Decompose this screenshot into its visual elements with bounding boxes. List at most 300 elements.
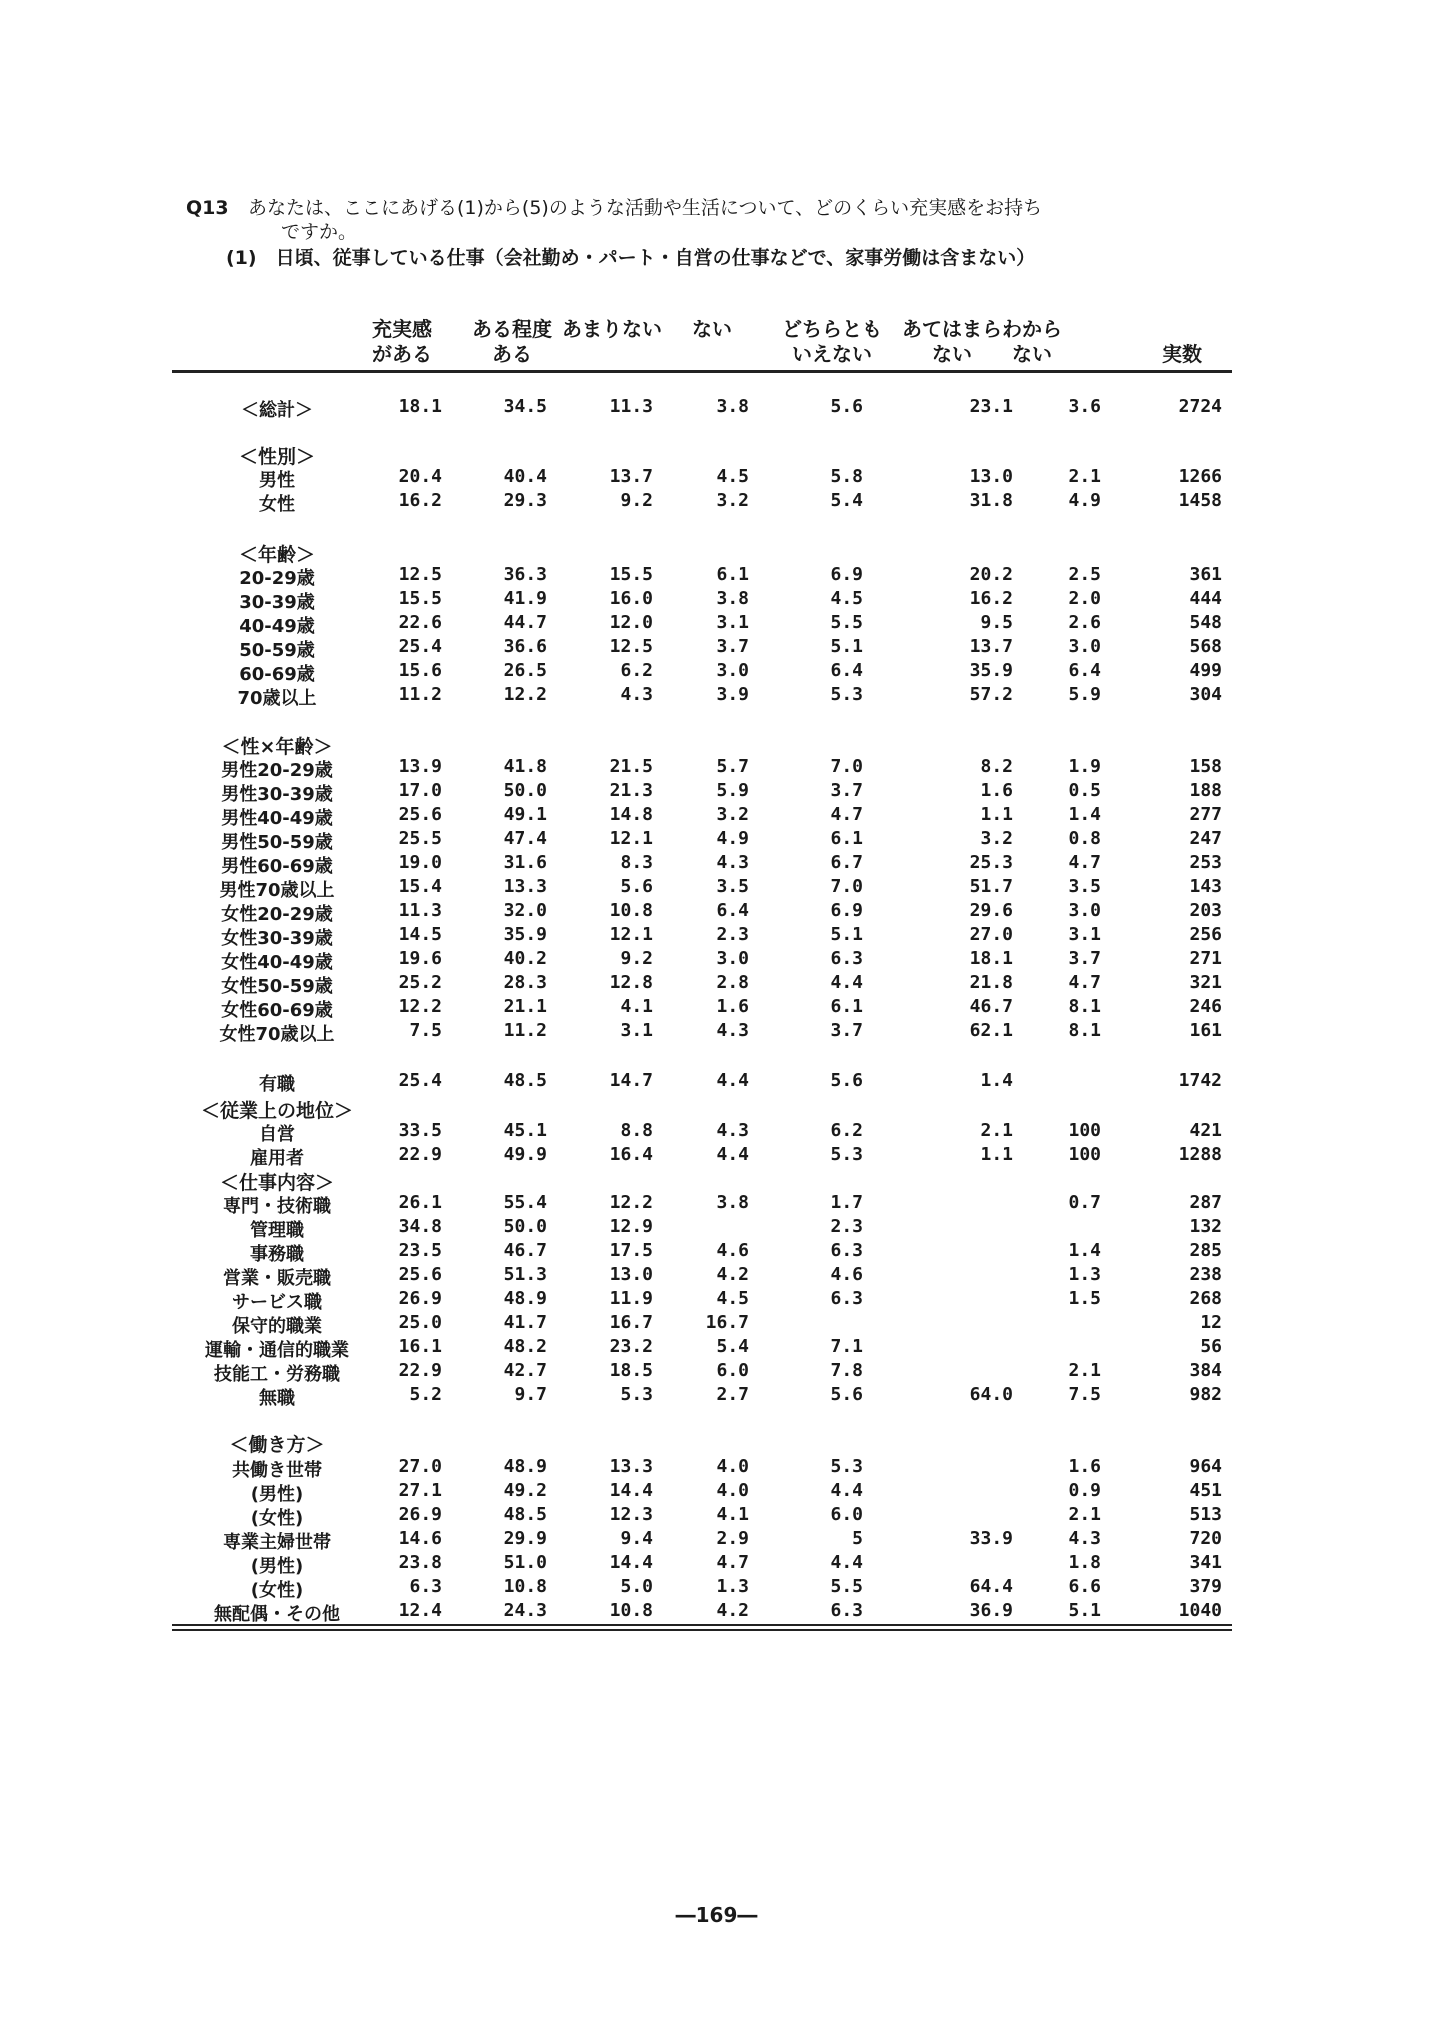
cell-value: 42.7 xyxy=(503,1360,547,1381)
cell-value: 3.1 xyxy=(1068,924,1101,945)
cell-value: 6.6 xyxy=(1068,1576,1101,1597)
row-label: 男性30-39歳 xyxy=(221,784,333,805)
cell-value: 16.7 xyxy=(705,1312,749,1333)
row-label: 営業・販売職 xyxy=(223,1268,331,1289)
cell-value: 143 xyxy=(1189,876,1222,897)
cell-value: 4.4 xyxy=(830,1552,863,1573)
cell-value: 4.5 xyxy=(716,466,749,487)
cell-value: 31.8 xyxy=(969,490,1013,511)
table-row xyxy=(172,1576,1232,1600)
cell-value: 158 xyxy=(1189,756,1222,777)
cell-value: 3.1 xyxy=(716,612,749,633)
table-row xyxy=(172,1528,1232,1552)
row-label: 保守的職業 xyxy=(232,1316,322,1337)
cell-value: 6.4 xyxy=(1068,660,1101,681)
cell-value: 6.9 xyxy=(830,564,863,585)
table-row xyxy=(172,1192,1232,1216)
cell-value: 35.9 xyxy=(503,924,547,945)
cell-value: 2.1 xyxy=(980,1120,1013,1141)
cell-value: 27.1 xyxy=(398,1480,442,1501)
table-row xyxy=(172,612,1232,636)
cell-value: 2.5 xyxy=(1068,564,1101,585)
row-label: 男性20-29歳 xyxy=(221,760,333,781)
cell-value: 48.2 xyxy=(503,1336,547,1357)
cell-value: 27.0 xyxy=(398,1456,442,1477)
group-heading: ＜仕事内容＞ xyxy=(219,1172,334,1194)
row-label: 女性20-29歳 xyxy=(221,904,333,925)
cell-value: 5.3 xyxy=(830,684,863,705)
cell-value: 16.2 xyxy=(398,490,442,511)
column-header: わから xyxy=(1002,317,1062,341)
row-label: 男性40-49歳 xyxy=(221,808,333,829)
table-row xyxy=(172,636,1232,660)
cell-value: 5.4 xyxy=(716,1336,749,1357)
table-row xyxy=(172,1070,1232,1094)
subquestion-text: (1) 日頃、従事している仕事（会社勤め・パート・自営の仕事などで、家事労働は含まない） xyxy=(226,247,1036,269)
cell-value: 17.0 xyxy=(398,780,442,801)
cell-value: 12 xyxy=(1200,1312,1222,1333)
question-text-line1: あなたは、ここにあげる(1)から(5)のような活動や生活について、どのくらい充実感をお持ち xyxy=(248,197,1043,219)
table-row xyxy=(172,1336,1232,1360)
cell-value: 1040 xyxy=(1178,1600,1222,1621)
cell-value: 48.5 xyxy=(503,1070,547,1091)
cell-value: 3.1 xyxy=(620,1020,653,1041)
column-header-sub: ない xyxy=(932,342,972,366)
cell-value: 361 xyxy=(1189,564,1222,585)
cell-value: 161 xyxy=(1189,1020,1222,1041)
cell-value: 49.1 xyxy=(503,804,547,825)
cell-value: 5.1 xyxy=(830,636,863,657)
cell-value: 513 xyxy=(1189,1504,1222,1525)
cell-value: 64.0 xyxy=(969,1384,1013,1405)
cell-value: 12.2 xyxy=(609,1192,653,1213)
cell-value: 5.2 xyxy=(409,1384,442,1405)
cell-value: 12.2 xyxy=(503,684,547,705)
cell-value: 4.0 xyxy=(716,1480,749,1501)
cell-value: 12.3 xyxy=(609,1504,653,1525)
cell-value: 3.8 xyxy=(716,1192,749,1213)
cell-value: 14.4 xyxy=(609,1480,653,1501)
cell-value: 41.7 xyxy=(503,1312,547,1333)
cell-value: 25.6 xyxy=(398,1264,442,1285)
table-row xyxy=(172,564,1232,588)
cell-value: 12.1 xyxy=(609,924,653,945)
cell-value: 4.2 xyxy=(716,1600,749,1621)
cell-value: 41.8 xyxy=(503,756,547,777)
row-label: 無配偶・その他 xyxy=(214,1604,340,1625)
cell-value: 1266 xyxy=(1178,466,1222,487)
cell-value: 321 xyxy=(1189,972,1222,993)
cell-value: 26.5 xyxy=(503,660,547,681)
cell-value: 3.9 xyxy=(716,684,749,705)
cell-value: 6.0 xyxy=(716,1360,749,1381)
column-header: ある程度 xyxy=(472,317,552,341)
cell-value: 6.4 xyxy=(716,900,749,921)
cell-value: 50.0 xyxy=(503,1216,547,1237)
cell-value: 4.6 xyxy=(830,1264,863,1285)
cell-value: 19.6 xyxy=(398,948,442,969)
cell-value: 21.5 xyxy=(609,756,653,777)
cell-value: 13.7 xyxy=(609,466,653,487)
cell-value: 23.1 xyxy=(969,396,1013,417)
table-row xyxy=(172,1312,1232,1336)
cell-value: 13.0 xyxy=(969,466,1013,487)
cell-value: 23.5 xyxy=(398,1240,442,1261)
cell-value: 8.1 xyxy=(1068,996,1101,1017)
cell-value: 57.2 xyxy=(969,684,1013,705)
cell-value: 4.3 xyxy=(716,1120,749,1141)
row-label: 共働き世帯 xyxy=(232,1460,322,1481)
cell-value: 4.5 xyxy=(716,1288,749,1309)
cell-value: 6.4 xyxy=(830,660,863,681)
cell-value: 1.1 xyxy=(980,804,1013,825)
cell-value: 4.7 xyxy=(1068,972,1101,993)
row-label: 事務職 xyxy=(250,1244,304,1265)
cell-value: 3.0 xyxy=(1068,636,1101,657)
bottom-rule-double xyxy=(172,1629,1232,1631)
cell-value: 499 xyxy=(1189,660,1222,681)
cell-value: 0.5 xyxy=(1068,780,1101,801)
cell-value: 5 xyxy=(852,1528,863,1549)
cell-value: 3.2 xyxy=(716,804,749,825)
cell-value: 27.0 xyxy=(969,924,1013,945)
cell-value: 11.3 xyxy=(398,900,442,921)
cell-value: 964 xyxy=(1189,1456,1222,1477)
cell-value: 11.2 xyxy=(398,684,442,705)
column-header-sub: ある xyxy=(492,342,532,366)
column-header: どちらとも xyxy=(782,317,882,341)
cell-value: 12.4 xyxy=(398,1600,442,1621)
cell-value: 47.4 xyxy=(503,828,547,849)
table-row xyxy=(172,396,1232,420)
row-label: (女性) xyxy=(250,1580,304,1601)
cell-value: 22.9 xyxy=(398,1144,442,1165)
cell-value: 33.9 xyxy=(969,1528,1013,1549)
cell-value: 0.9 xyxy=(1068,1480,1101,1501)
cell-value: 3.2 xyxy=(980,828,1013,849)
cell-value: 451 xyxy=(1189,1480,1222,1501)
cell-value: 12.8 xyxy=(609,972,653,993)
row-label: 管理職 xyxy=(250,1220,304,1241)
cell-value: 25.4 xyxy=(398,636,442,657)
group-heading: ＜従業上の地位＞ xyxy=(200,1100,353,1122)
cell-value: 5.3 xyxy=(830,1456,863,1477)
row-label: 70歳以上 xyxy=(237,688,317,709)
table-row xyxy=(172,1384,1232,1408)
group-heading: ＜働き方＞ xyxy=(229,1434,325,1456)
table-row xyxy=(172,972,1232,996)
row-label: 女性70歳以上 xyxy=(219,1024,335,1045)
cell-value: 46.7 xyxy=(969,996,1013,1017)
cell-value: 5.6 xyxy=(620,876,653,897)
row-label: ＜総計＞ xyxy=(241,400,313,421)
cell-value: 4.4 xyxy=(716,1144,749,1165)
cell-value: 21.1 xyxy=(503,996,547,1017)
cell-value: 21.3 xyxy=(609,780,653,801)
cell-value: 6.1 xyxy=(716,564,749,585)
cell-value: 8.1 xyxy=(1068,1020,1101,1041)
table-row xyxy=(172,1020,1232,1044)
cell-value: 277 xyxy=(1189,804,1222,825)
cell-value: 29.9 xyxy=(503,1528,547,1549)
table-row xyxy=(172,1600,1232,1624)
cell-value: 1.3 xyxy=(1068,1264,1101,1285)
cell-value: 5.0 xyxy=(620,1576,653,1597)
cell-value: 16.0 xyxy=(609,588,653,609)
cell-value: 1.7 xyxy=(830,1192,863,1213)
cell-value: 14.5 xyxy=(398,924,442,945)
cell-value: 238 xyxy=(1189,1264,1222,1285)
cell-value: 1.9 xyxy=(1068,756,1101,777)
cell-value: 1.6 xyxy=(716,996,749,1017)
cell-value: 23.8 xyxy=(398,1552,442,1573)
column-header-sub: 実数 xyxy=(1162,342,1202,366)
cell-value: 2.6 xyxy=(1068,612,1101,633)
cell-value: 6.3 xyxy=(830,948,863,969)
cell-value: 20.4 xyxy=(398,466,442,487)
cell-value: 9.2 xyxy=(620,490,653,511)
cell-value: 41.9 xyxy=(503,588,547,609)
page-number: ―169― xyxy=(675,1903,758,1927)
table-row xyxy=(172,588,1232,612)
row-label: 30-39歳 xyxy=(239,592,315,613)
cell-value: 62.1 xyxy=(969,1020,1013,1041)
cell-value: 271 xyxy=(1189,948,1222,969)
row-label: 有職 xyxy=(259,1074,295,1095)
cell-value: 253 xyxy=(1189,852,1222,873)
cell-value: 256 xyxy=(1189,924,1222,945)
cell-value: 10.8 xyxy=(609,1600,653,1621)
cell-value: 0.7 xyxy=(1068,1192,1101,1213)
row-label: 女性60-69歳 xyxy=(221,1000,333,1021)
cell-value: 132 xyxy=(1189,1216,1222,1237)
cell-value: 12.2 xyxy=(398,996,442,1017)
cell-value: 5.7 xyxy=(716,756,749,777)
table-row xyxy=(172,876,1232,900)
cell-value: 384 xyxy=(1189,1360,1222,1381)
table-row xyxy=(172,490,1232,514)
cell-value: 6.7 xyxy=(830,852,863,873)
cell-value: 40.4 xyxy=(503,466,547,487)
cell-value: 3.7 xyxy=(1068,948,1101,969)
cell-value: 23.2 xyxy=(609,1336,653,1357)
cell-value: 379 xyxy=(1189,1576,1222,1597)
cell-value: 548 xyxy=(1189,612,1222,633)
cell-value: 36.9 xyxy=(969,1600,1013,1621)
cell-value: 2.0 xyxy=(1068,588,1101,609)
table-row xyxy=(172,1216,1232,1240)
row-label: 男性70歳以上 xyxy=(219,880,335,901)
cell-value: 100 xyxy=(1068,1120,1101,1141)
cell-value: 1288 xyxy=(1178,1144,1222,1165)
cell-value: 4.1 xyxy=(716,1504,749,1525)
cell-value: 12.1 xyxy=(609,828,653,849)
cell-value: 9.4 xyxy=(620,1528,653,1549)
cell-value: 48.9 xyxy=(503,1456,547,1477)
cell-value: 4.9 xyxy=(1068,490,1101,511)
row-label: 女性 xyxy=(259,494,295,515)
cell-value: 46.7 xyxy=(503,1240,547,1261)
cell-value: 2.1 xyxy=(1068,1360,1101,1381)
cell-value: 3.0 xyxy=(716,660,749,681)
cell-value: 7.8 xyxy=(830,1360,863,1381)
cell-value: 11.3 xyxy=(609,396,653,417)
cell-value: 0.8 xyxy=(1068,828,1101,849)
cell-value: 1.4 xyxy=(1068,804,1101,825)
cell-value: 3.5 xyxy=(1068,876,1101,897)
cell-value: 25.6 xyxy=(398,804,442,825)
cell-value: 7.5 xyxy=(1068,1384,1101,1405)
cell-value: 5.3 xyxy=(830,1144,863,1165)
cell-value: 1.1 xyxy=(980,1144,1013,1165)
cell-value: 26.9 xyxy=(398,1504,442,1525)
cell-value: 6.2 xyxy=(620,660,653,681)
cell-value: 13.9 xyxy=(398,756,442,777)
bottom-rule xyxy=(172,1624,1232,1626)
table-row xyxy=(172,924,1232,948)
cell-value: 13.0 xyxy=(609,1264,653,1285)
cell-value: 6.9 xyxy=(830,900,863,921)
group-heading: ＜性別＞ xyxy=(238,446,315,468)
cell-value: 4.4 xyxy=(830,972,863,993)
cell-value: 4.2 xyxy=(716,1264,749,1285)
cell-value: 4.6 xyxy=(716,1240,749,1261)
cell-value: 6.2 xyxy=(830,1120,863,1141)
cell-value: 4.1 xyxy=(620,996,653,1017)
cell-value: 100 xyxy=(1068,1144,1101,1165)
cell-value: 29.6 xyxy=(969,900,1013,921)
cell-value: 5.9 xyxy=(716,780,749,801)
column-header: あまりない xyxy=(562,317,662,341)
cell-value: 3.7 xyxy=(830,780,863,801)
cell-value: 16.2 xyxy=(969,588,1013,609)
cell-value: 4.0 xyxy=(716,1456,749,1477)
cell-value: 34.5 xyxy=(503,396,547,417)
cell-value: 6.3 xyxy=(830,1288,863,1309)
table-row xyxy=(172,948,1232,972)
cell-value: 2.3 xyxy=(830,1216,863,1237)
table-row xyxy=(172,828,1232,852)
cell-value: 17.5 xyxy=(609,1240,653,1261)
cell-value: 2.1 xyxy=(1068,466,1101,487)
cell-value: 21.8 xyxy=(969,972,1013,993)
cell-value: 444 xyxy=(1189,588,1222,609)
cell-value: 5.6 xyxy=(830,1384,863,1405)
cell-value: 4.5 xyxy=(830,588,863,609)
cell-value: 25.5 xyxy=(398,828,442,849)
table-row xyxy=(172,1264,1232,1288)
cell-value: 35.9 xyxy=(969,660,1013,681)
cell-value: 5.1 xyxy=(830,924,863,945)
cell-value: 11.2 xyxy=(503,1020,547,1041)
cell-value: 421 xyxy=(1189,1120,1222,1141)
cell-value: 2.8 xyxy=(716,972,749,993)
cell-value: 14.7 xyxy=(609,1070,653,1091)
cell-value: 15.4 xyxy=(398,876,442,897)
row-label: 無職 xyxy=(259,1388,295,1409)
cell-value: 5.4 xyxy=(830,490,863,511)
cell-value: 6.3 xyxy=(830,1240,863,1261)
cell-value: 285 xyxy=(1189,1240,1222,1261)
cell-value: 5.8 xyxy=(830,466,863,487)
cell-value: 29.3 xyxy=(503,490,547,511)
cell-value: 26.1 xyxy=(398,1192,442,1213)
cell-value: 6.1 xyxy=(830,828,863,849)
cell-value: 1.6 xyxy=(980,780,1013,801)
row-label: 女性40-49歳 xyxy=(221,952,333,973)
cell-value: 3.8 xyxy=(716,588,749,609)
row-label: 50-59歳 xyxy=(239,640,315,661)
cell-value: 20.2 xyxy=(969,564,1013,585)
cell-value: 2.3 xyxy=(716,924,749,945)
row-label: 技能工・労務職 xyxy=(214,1364,340,1385)
cell-value: 1.3 xyxy=(716,1576,749,1597)
cell-value: 246 xyxy=(1189,996,1222,1017)
row-label: (男性) xyxy=(250,1556,304,1577)
row-label: 運輸・通信的職業 xyxy=(205,1340,349,1361)
table-row xyxy=(172,1240,1232,1264)
cell-value: 32.0 xyxy=(503,900,547,921)
row-label: 男性50-59歳 xyxy=(221,832,333,853)
row-label: 男性 xyxy=(259,470,295,491)
cell-value: 44.7 xyxy=(503,612,547,633)
cell-value: 64.4 xyxy=(969,1576,1013,1597)
cell-value: 4.4 xyxy=(830,1480,863,1501)
cell-value: 3.6 xyxy=(1068,396,1101,417)
cell-value: 1742 xyxy=(1178,1070,1222,1091)
header-rule xyxy=(172,370,1232,373)
cell-value: 2.7 xyxy=(716,1384,749,1405)
cell-value: 14.6 xyxy=(398,1528,442,1549)
row-label: 女性50-59歳 xyxy=(221,976,333,997)
row-label: サービス職 xyxy=(232,1292,322,1313)
cell-value: 4.3 xyxy=(620,684,653,705)
cell-value: 568 xyxy=(1189,636,1222,657)
cell-value: 25.3 xyxy=(969,852,1013,873)
cell-value: 4.3 xyxy=(1068,1528,1101,1549)
cell-value: 11.9 xyxy=(609,1288,653,1309)
table-row xyxy=(172,1288,1232,1312)
column-header-sub: がある xyxy=(372,342,432,366)
cell-value: 16.4 xyxy=(609,1144,653,1165)
cell-value: 50.0 xyxy=(503,780,547,801)
table-row xyxy=(172,1144,1232,1168)
cell-value: 15.5 xyxy=(398,588,442,609)
column-header-sub: いえない xyxy=(792,342,872,366)
question-text-line2: ですか。 xyxy=(281,221,358,243)
row-label: 女性30-39歳 xyxy=(221,928,333,949)
cell-value: 26.9 xyxy=(398,1288,442,1309)
cell-value: 16.7 xyxy=(609,1312,653,1333)
cell-value: 25.2 xyxy=(398,972,442,993)
cell-value: 36.6 xyxy=(503,636,547,657)
cell-value: 40.2 xyxy=(503,948,547,969)
cell-value: 9.2 xyxy=(620,948,653,969)
cell-value: 1.5 xyxy=(1068,1288,1101,1309)
row-label: 40-49歳 xyxy=(239,616,315,637)
cell-value: 31.6 xyxy=(503,852,547,873)
table-row xyxy=(172,1552,1232,1576)
cell-value: 12.0 xyxy=(609,612,653,633)
cell-value: 48.5 xyxy=(503,1504,547,1525)
table-row xyxy=(172,684,1232,708)
group-heading: ＜性×年齢＞ xyxy=(221,736,333,758)
cell-value: 13.3 xyxy=(609,1456,653,1477)
cell-value: 6.1 xyxy=(830,996,863,1017)
cell-value: 8.3 xyxy=(620,852,653,873)
row-label: 20-29歳 xyxy=(239,568,315,589)
cell-value: 7.0 xyxy=(830,756,863,777)
